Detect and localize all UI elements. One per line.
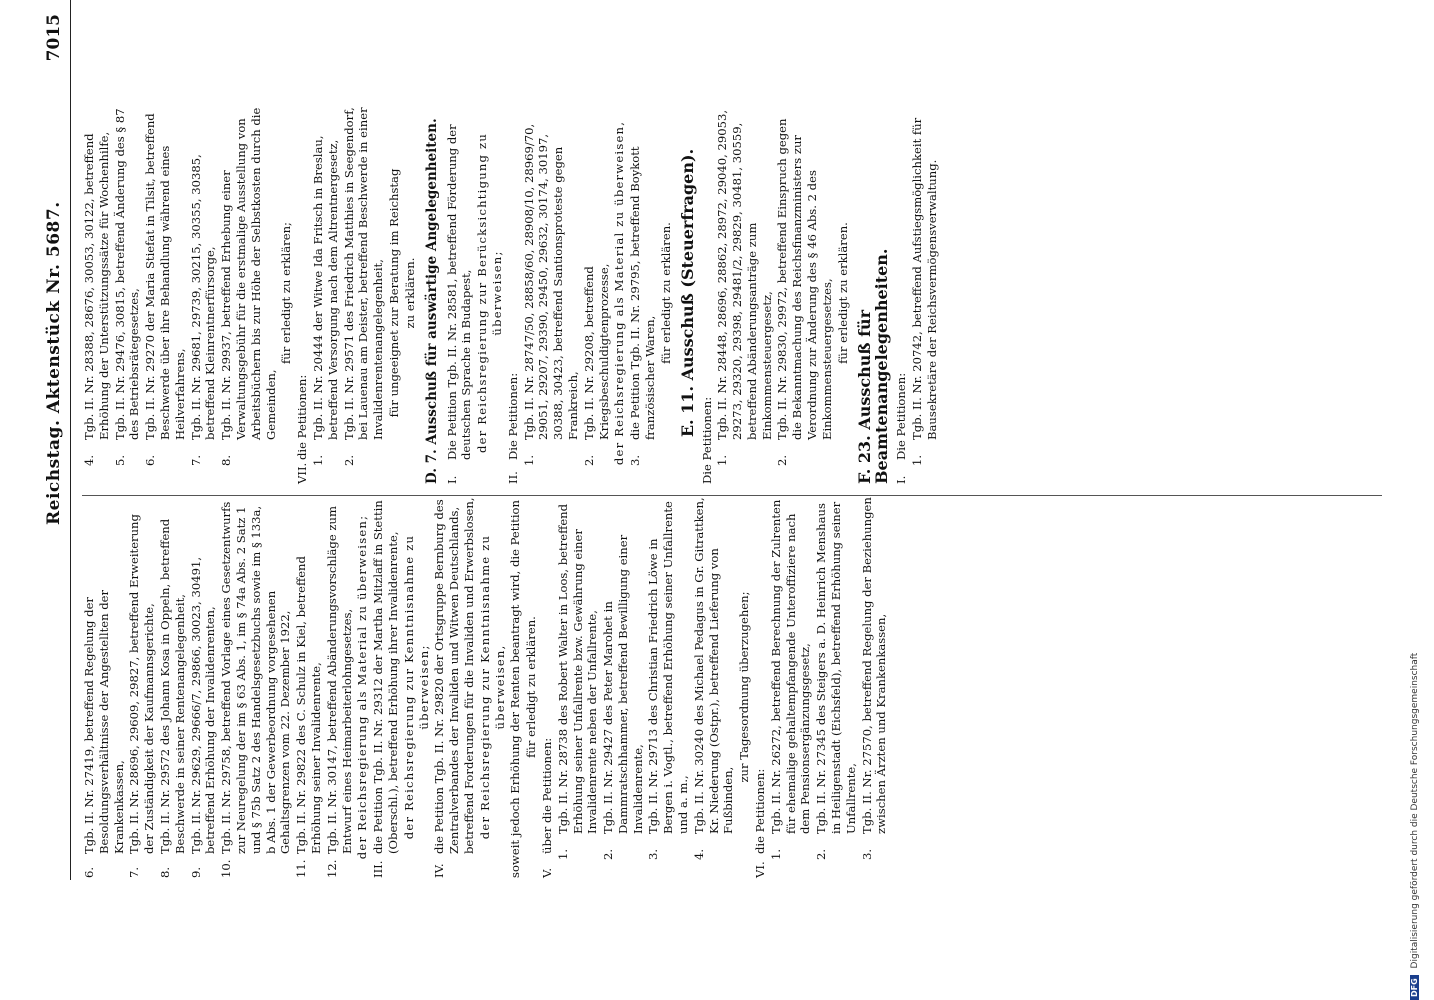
directive-kenntnisnahme: der Reichsregierung zur Kenntnisnahme zu überweisen; xyxy=(401,534,431,840)
item-number: 3. xyxy=(646,848,661,860)
right-items-D-II xyxy=(522,102,612,484)
item-text: Tgb. II. Nr. 29822 des C. Schulz in Kiel, betreffend Erhöhung seiner Invalidenrente, xyxy=(294,556,323,854)
section-number: IV. xyxy=(432,863,447,878)
item-text: Tgb. II. Nr. 29758, betreffend Vorlage eines Gesetzentwurfs zur Neuregelung der im § 63 Abs. 1, im § 74a Abs. 2 Satz 1 und § 75b Satz 2 des Handelsgesetzbuchs sowie im § 133a, b Abs. 1 der Gewerbeordnung vorgesehenen Gehaltsgrenzen vom 22. Dezember 1922, xyxy=(219,501,293,854)
item-number: 1. xyxy=(768,848,783,860)
digitization-note xyxy=(1410,0,1420,1000)
list-item xyxy=(82,102,112,484)
list-item xyxy=(582,102,612,484)
list-item xyxy=(556,496,600,878)
list-item xyxy=(860,496,890,878)
item-text: Tgb. II. Nr. 27345 des Steigers a. D. Heinrich Menshaus in Heiligenstadt (Eichsfeld), betreffend Erhöhung seiner Unfallrente, xyxy=(814,501,858,834)
page-number: 7015 xyxy=(44,14,64,62)
item-text: Tgb. II. Nr. 29713 des Christian Friedrich Löwe in Bergen i. Vogtl., betreffend Erhöhung seiner Unfallrente und a. m., xyxy=(646,501,691,834)
item-number: 2. xyxy=(814,848,829,860)
section-text: die Petition Tgb. II. Nr. 29312 der Martha Mitzlaff in Stettin (Oberschl.), betreffend Erhöhung ihrer Invalidenrente, xyxy=(371,500,400,854)
F-section-I xyxy=(894,102,909,484)
right-items-F xyxy=(910,102,940,484)
list-item xyxy=(775,102,834,484)
section-V xyxy=(540,496,555,878)
heading-D: D. 7. Ausschuß für auswärtige Angelegenheiten. xyxy=(423,118,440,484)
list-item xyxy=(769,496,813,878)
list-item xyxy=(158,496,188,878)
list-item xyxy=(910,102,940,484)
directive-erledigt: für erledigt zu erklären. xyxy=(524,616,539,758)
item-number: 4. xyxy=(82,454,96,466)
item-number: 2. xyxy=(601,848,616,860)
left-items-top xyxy=(82,496,354,878)
directive-zu-erklaeren: zu erklären. xyxy=(402,257,417,329)
item-text: Tgb. II. Nr. 29476, 30815, betreffend Änderung des § 87 des Betriebsrätegesetzes, xyxy=(112,108,142,440)
section-text: die Petitionen: xyxy=(753,768,768,854)
directive-kenntnisnahme-2: der Reichsregierung zur Kenntnisnahme zu überweisen, xyxy=(477,534,507,840)
list-item xyxy=(522,102,581,484)
item-number: 3. xyxy=(628,454,643,466)
item-text: Tgb. II. Nr. 29937, betreffend Erhebung einer Verwaltungsgebühr für die erstmalige Ausstellung von Arbeitsbüchern bis zur Höhe der Selbstkosten durch die Gemeinden, xyxy=(219,107,278,440)
item-text: Tgb. II. Nr. 27570, betreffend Regelung der Beziehungen zwischen Ärzten und Krankenkassen, xyxy=(859,497,889,834)
list-item xyxy=(814,496,858,878)
section-text: Die Petitionen: xyxy=(505,372,520,460)
item-text: Tgb. II. Nr. 28747/50, 28858/60, 28908/10, 28969/70, 29051, 29207, 29390, 29450, 29632, 30174, 30197, 30388, 30423, betreffend Santionsproteste gegen Frankreich, xyxy=(521,123,580,440)
item-number: 1. xyxy=(310,454,325,466)
list-item xyxy=(692,496,736,878)
section-text: Die Petitionen: xyxy=(894,372,909,460)
directive-material-right: der Reichsregierung als Material zu überweisen, xyxy=(612,120,627,466)
item-text: Tgb. II. Nr. 29681, 29739, 30215, 30355, 30385, betreffend Kleinrentnerfürsorge, xyxy=(188,154,218,440)
directive-material: der Reichsregierung als Material zu überweisen; xyxy=(355,514,370,860)
directive-soweit: soweit jedoch Erhöhung der Renten beantragt wird, die Petition xyxy=(508,500,523,878)
item-text: Tgb. II. Nr. 29270 der Maria Stiefat in Tilsit, betreffend Beschwerde über ihre Behandlung während eines Heilverfahrens, xyxy=(143,113,187,440)
right-items-top xyxy=(82,102,278,484)
item-text: Tgb. II. Nr. 28448, 28696, 28862, 28972, 29040, 29053, 29273, 29320, 29398, 29481/2, 29829, 30481, 30559, betreffend Abänderungsanträge zum Einkommensteuergesetz, xyxy=(715,109,774,440)
section-VII xyxy=(295,102,310,484)
list-item xyxy=(127,496,157,878)
item-number: 7. xyxy=(127,866,142,878)
item-text: Tgb. II. Nr. 29571 des Friedrich Matthies in Seegendorf, bei Lauenau am Deister, betreffend Beschwerde in einer Invalidenrentenangelegenheit, xyxy=(341,107,386,440)
item-text: Tgb. II. Nr. 29572 des Johann Kosa in Oppeln, betreffend Beschwerde in seiner Rentenangelegenheit, xyxy=(157,518,187,854)
section-VI xyxy=(753,496,768,878)
list-item xyxy=(601,496,645,878)
running-title: Reichstag. Aktenstück Nr. 5687. xyxy=(44,201,64,525)
page-header xyxy=(40,0,71,880)
list-item xyxy=(325,496,355,878)
item-text: Tgb. II. Nr. 28738 des Robert Walter in Loos, betreffend Erhöhung seiner Unfallrente bzw. Gewährung einer Invalidenrente neben der Unfallrente, xyxy=(555,503,600,834)
E-intro: Die Petitionen: xyxy=(700,396,715,484)
list-item xyxy=(219,102,278,484)
right-column xyxy=(82,102,941,484)
item-number: 2. xyxy=(581,454,596,466)
item-text: die Petition Tgb. II. Nr. 29795, betreffend Boykott französischer Waren, xyxy=(628,146,657,440)
directive-tagesordnung: zur Tagesordnung überzugehen; xyxy=(737,591,752,783)
item-number: 6. xyxy=(143,454,158,466)
item-text: Tgb. II. Nr. 28696, 29609, 29827, betreffend Erweiterung der Zuständigkeit der Kaufmannsgerichte, xyxy=(127,514,157,854)
list-item xyxy=(294,496,324,878)
directive-erledigt-right: für erledigt zu erklären; xyxy=(279,222,294,364)
item-number: 8. xyxy=(157,866,172,878)
section-III xyxy=(371,496,401,878)
item-number: 3. xyxy=(859,848,874,860)
item-number: 2. xyxy=(775,454,790,466)
D-section-II xyxy=(506,102,521,484)
list-item xyxy=(113,102,143,484)
D-section-I xyxy=(445,102,475,484)
item-text: Tgb. II. Nr. 29427 des Peter Marohet in Dammratschhammer, betreffend Bewilligung einer Invalidenrente, xyxy=(601,534,645,834)
right-items-E xyxy=(715,102,834,484)
section-text: über die Petitionen: xyxy=(539,737,554,854)
section-text: die Petition Tgb. II. Nr. 29820 der Ortsgruppe Bernburg des Zentralverbandes der Invaliden und Witwen Deutschlands, betreffend Forderungen für die Invaliden und Erwerbslosen, xyxy=(432,497,476,854)
section-number: I. xyxy=(894,475,909,484)
directive-erledigt-D: für erledigt zu erklären. xyxy=(658,222,673,364)
item-number: 1. xyxy=(555,848,570,860)
item-text: Tgb. II. Nr. 20444 der Witwe Ida Fritsch in Breslau, betreffend Versorgung nach dem Altrentnergesetz, xyxy=(310,135,340,440)
item-text: Tgb. II. Nr. 27419, betreffend Regelung der Besoldungsverhältnisse der Angestellten der Krankenkassen, xyxy=(82,589,126,854)
item-number: 2. xyxy=(341,454,356,466)
section-number: III. xyxy=(371,860,386,878)
item-number: 1. xyxy=(715,454,730,466)
item-number: 10. xyxy=(219,859,234,878)
item-text: Tgb. II. Nr. 29830, 29972, betreffend Einspruch gegen die Bekanntmachung des Reichsfinanzministers zur Verordnung zur Änderung des § 46 Abs. 2 des Einkommensteuergesetzes, xyxy=(775,118,834,440)
section-text: die Petitionen: xyxy=(295,374,310,460)
section-number: V. xyxy=(539,867,554,878)
heading-F: F. 23. Ausschuß für Beamtenangelegenheiten. xyxy=(855,248,892,484)
item-number: 8. xyxy=(219,454,234,466)
item-text: Tgb. II. Nr. 29629, 29666/7, 29866, 30023, 30491, betreffend Erhöhung der Invalidenrenten, xyxy=(188,556,218,854)
section-number: VII. xyxy=(295,462,310,484)
directive-ungeeignet: für ungeeignet zur Beratung im Reichstag xyxy=(386,168,401,418)
list-item xyxy=(143,102,187,484)
left-items-VI xyxy=(769,496,889,878)
item-text: Tgb. II. Nr. 20742, betreffend Aufstiegsmöglichkeit für Bausekretäre der Reichsvermögensverwaltung. xyxy=(910,117,940,440)
item-number: 7. xyxy=(188,454,203,466)
item-number: 6. xyxy=(82,866,96,878)
list-item xyxy=(189,102,219,484)
list-item xyxy=(189,496,219,878)
item-number: 4. xyxy=(691,848,706,860)
item-text: Tgb. II. Nr. 28388, 28676, 30053, 30122, betreffend Erhöhung der Unterstützungssätze für Wochenhilfe, xyxy=(82,131,111,440)
list-item xyxy=(715,102,774,484)
section-number: I. xyxy=(444,475,459,484)
section-text: Die Petition Tgb. II. Nr. 28581, betreffend Förderung der deutschen Sprache in Budapest, xyxy=(444,124,474,460)
list-item xyxy=(219,496,293,878)
section-number: VI. xyxy=(753,861,768,878)
list-item xyxy=(311,102,341,484)
heading-E: E. 11. Ausschuß (Steuerfragen). xyxy=(678,148,698,438)
item-text: Tgb. II. Nr. 30147, betreffend Abänderungsvorschläge zum Entwurf eines Heimarbeiterlohngesetzes, xyxy=(324,506,354,854)
directive-erledigt-E: für erledigt zu erklären. xyxy=(835,222,850,364)
dfg-logo: DFG xyxy=(1410,975,1419,1000)
section-IV xyxy=(432,496,476,878)
section-number: II. xyxy=(505,471,520,484)
right-items-VII xyxy=(311,102,386,484)
digitization-text: Digitalisierung gefördert durch die Deutsche Forschungsgemeinschaft xyxy=(1410,652,1420,969)
item-text: Tgb. II. Nr. 29208, betreffend Kriegsbeschuldigtenprozesse, xyxy=(581,263,611,440)
left-column xyxy=(82,496,890,878)
list-item xyxy=(82,496,126,878)
directive-beruecksichtigung: der Reichsregierung zur Berücksichtigung zu überweisen; xyxy=(475,132,504,454)
item-number: 12. xyxy=(324,859,339,878)
list-item xyxy=(646,496,690,878)
item-number: 1. xyxy=(521,454,536,466)
item-number: 1. xyxy=(910,454,925,466)
list-item xyxy=(342,102,386,484)
item-text: Tgb. II. Nr. 26272, betreffend Berechnung der Zulrenten für ehemalige gehaltempfangende Unteroffiziere nach dem Pensionsergänzungsgesetz, xyxy=(768,499,813,834)
left-items-V xyxy=(556,496,737,878)
D-II-item-3 xyxy=(628,102,658,484)
item-number: 9. xyxy=(188,866,203,878)
item-number: 11. xyxy=(294,859,309,878)
item-text: Tgb. II. Nr. 30240 des Michael Pedagus in Gr. Gitrattken, Kr. Niederung (Ostpr.), betreffend Lieferung von Fußbinden, xyxy=(691,497,736,834)
item-number: 5. xyxy=(112,454,127,466)
